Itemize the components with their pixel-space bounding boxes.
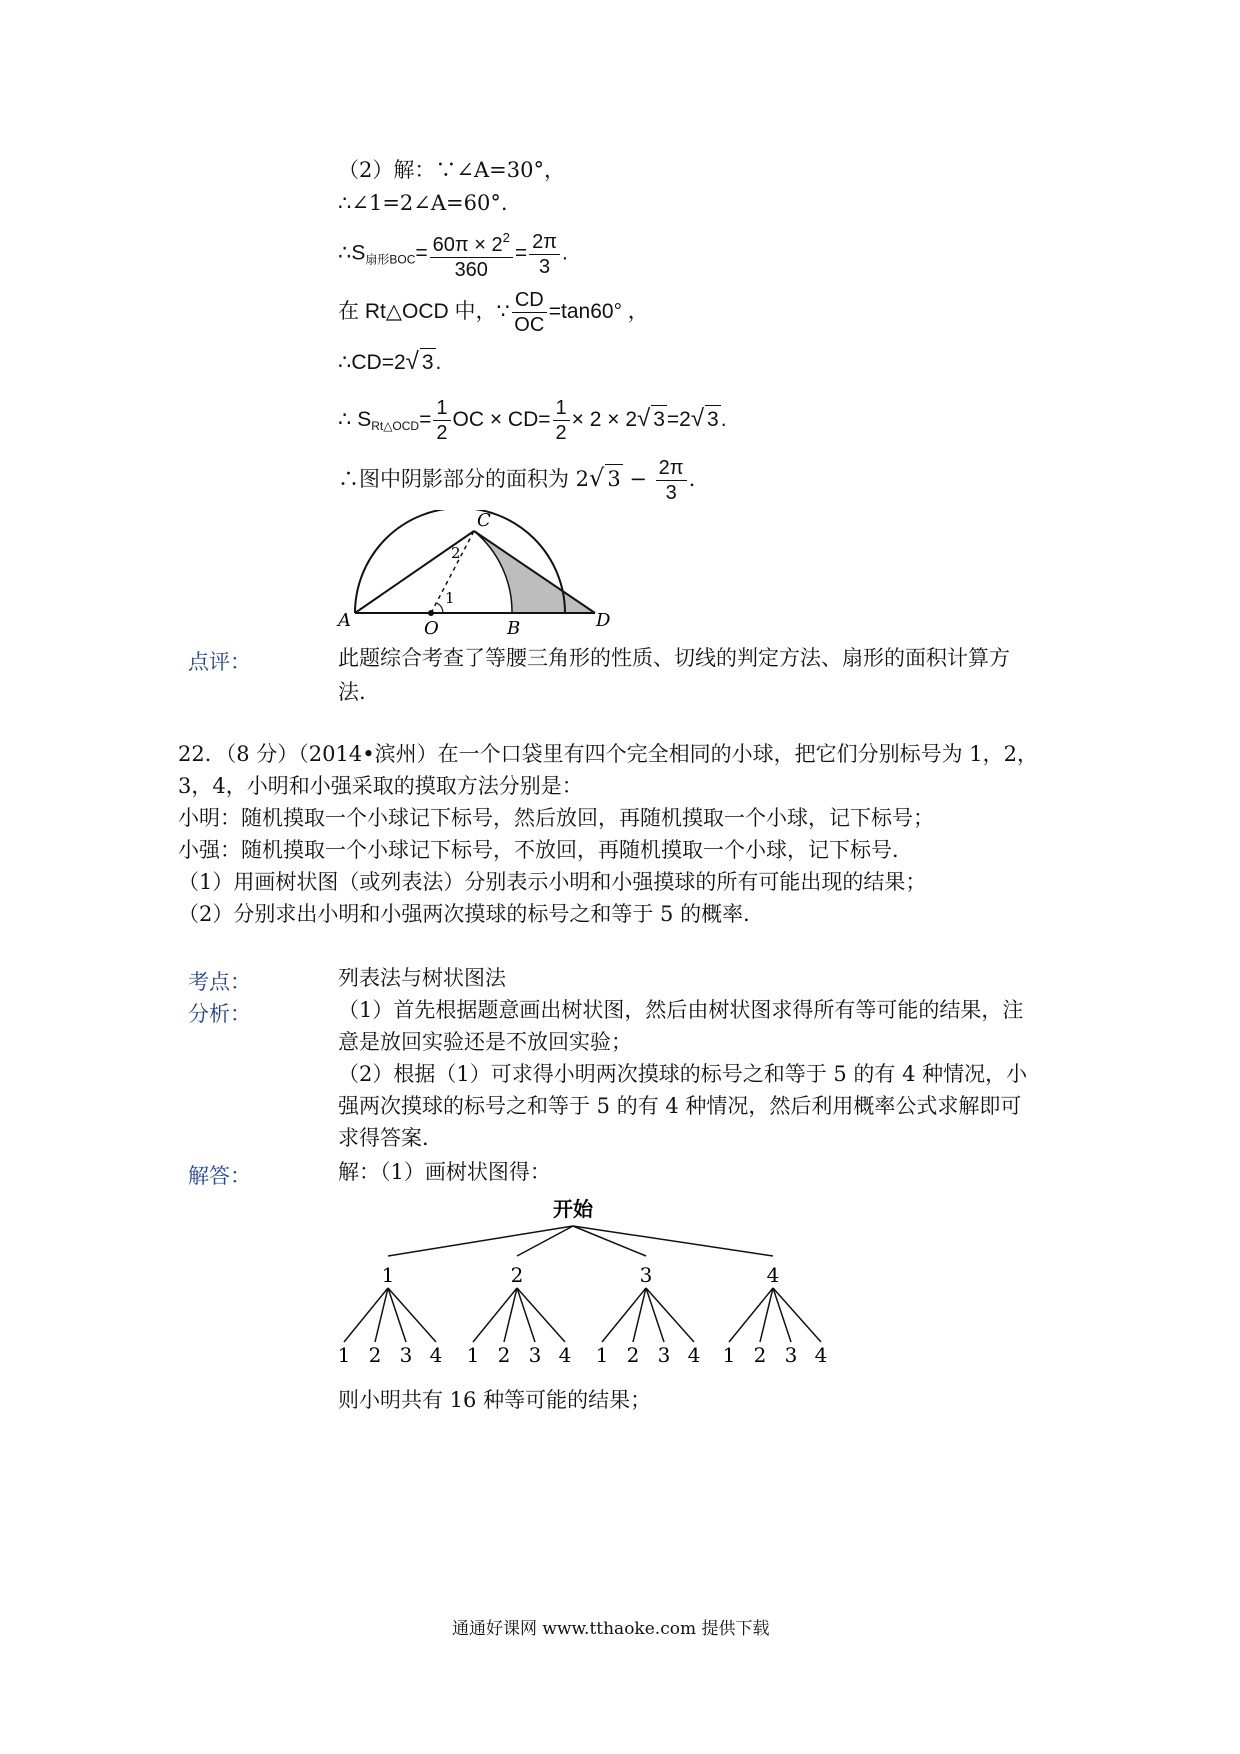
tree-level2-label-4-4: 4 [814, 1343, 828, 1367]
shade-minus: − [622, 467, 654, 491]
half-fraction-1 [433, 396, 450, 445]
area-mid: OC × CD= [452, 408, 551, 432]
comment-text-1: 此题综合考查了等腰三角形的性质、切线的判定方法、扇形的面积计算方 [338, 646, 1010, 670]
tree-branch-2-4 [517, 1288, 565, 1342]
tree-level2-label-2-1: 1 [466, 1343, 480, 1367]
tree-branch-root-3 [573, 1226, 646, 1256]
area-eq: = [419, 408, 432, 432]
tree-branch-1-3 [388, 1288, 406, 1342]
tree-level2-label-1-1: 1 [337, 1343, 351, 1367]
area-root-1: 3 [651, 405, 667, 434]
jieda-label: 解答： [188, 1164, 251, 1188]
area-root-2: 3 [705, 405, 721, 434]
area-mid2: × 2 × 2 [571, 408, 638, 432]
tree-level2-label-4-3: 3 [784, 1343, 798, 1367]
shade-num: 2π [656, 456, 687, 481]
comment-text-2: 法. [338, 680, 366, 704]
fenxi-text-1: （1）首先根据题意画出树状图，然后由树状图求得所有等可能的结果，注 [338, 998, 1024, 1022]
area-end: . [720, 408, 727, 432]
half-fraction-2 [553, 396, 570, 445]
rt-fraction [512, 288, 547, 337]
tree-level2-label-3-3: 3 [657, 1343, 671, 1367]
solution-line-1: （2）解：∵∠A=30°， [338, 158, 565, 182]
cd-prefix: ∴CD=2 [338, 351, 406, 374]
shade-root: 3 [605, 464, 622, 493]
comment-label: 点评： [188, 650, 251, 674]
sqrt-symbol: √ [589, 464, 605, 492]
fenxi-text-4: 强两次摸球的标号之和等于 5 的有 4 种情况，然后利用概率公式求解即可 [338, 1094, 1022, 1118]
cd-line [338, 348, 441, 377]
half-den-2: 2 [555, 422, 567, 444]
semicircle-figure [330, 510, 630, 635]
tree-level1-label-3: 3 [639, 1263, 653, 1287]
cd-root: 3 [420, 348, 436, 377]
half-num-2: 1 [553, 396, 570, 421]
tree-branch-3-3 [646, 1288, 664, 1342]
tree-branch-4-4 [773, 1288, 821, 1342]
rt-denominator: OC [514, 314, 545, 336]
rt-suffix: =tan60° ， [548, 300, 649, 324]
tree-level1-label-2: 2 [510, 1263, 524, 1287]
problem-22-line-2: 3，4，小明和小强采取的摸取方法分别是： [178, 774, 583, 798]
solution-line-2: ∴∠1=2∠A=60°. [338, 191, 508, 215]
fenxi-text-5: 求得答案． [338, 1126, 443, 1150]
sector-fraction [430, 226, 513, 282]
tree-level2-label-3-4: 4 [687, 1343, 701, 1367]
sector-area-equation [338, 226, 568, 282]
sector-end: . [562, 241, 568, 265]
cd-end: . [435, 351, 442, 374]
tree-level2-label-3-2: 2 [626, 1343, 640, 1367]
shade-prefix: ∴图中阴影部分的面积为 2 [338, 467, 590, 491]
tree-level1-label-4: 4 [766, 1263, 780, 1287]
sector-denominator: 360 [454, 259, 488, 281]
area-ocd-line [338, 396, 727, 445]
kaodian-label: 考点： [188, 970, 251, 994]
tree-level1-label-1: 1 [381, 1263, 395, 1287]
tree-level2-label-1-2: 2 [368, 1343, 382, 1367]
tree-branch-root-4 [573, 1226, 773, 1256]
tree-branch-3-4 [646, 1288, 694, 1342]
shade-den: 3 [665, 482, 677, 504]
tree-level2-label-1-3: 3 [399, 1343, 413, 1367]
problem-22-line-6: （2）分别求出小明和小强两次摸球的标号之和等于 5 的概率． [178, 902, 765, 926]
tree-level2-label-2-2: 2 [497, 1343, 511, 1367]
conclusion-text: 则小明共有 16 种等可能的结果； [338, 1388, 652, 1412]
sector-eq2: = [514, 241, 528, 265]
half-num-1: 1 [433, 396, 450, 421]
problem-22-line-3: 小明：随机摸取一个小球记下标号，然后放回，再随机摸取一个小球，记下标号； [178, 806, 934, 830]
page-footer: 通通好课网 www.tthaoke.com 提供下载 [452, 1619, 770, 1639]
label-angle-2: 2 [451, 544, 461, 562]
rt-numerator: CD [512, 288, 547, 313]
problem-22-line-4: 小强：随机摸取一个小球记下标号，不放回，再随机摸取一个小球，记下标号． [178, 838, 913, 862]
area-subscript: Rt△OCD [371, 419, 420, 434]
sqrt-symbol: √ [690, 405, 705, 433]
fenxi-text-3: （2）根据（1）可求得小明两次摸球的标号之和等于 5 的有 4 种情况，小 [338, 1062, 1028, 1086]
area-prefix: ∴ S [338, 408, 372, 432]
tree-branch-4-3 [773, 1288, 791, 1342]
tree-level2-label-3-1: 1 [595, 1343, 609, 1367]
kaodian-text: 列表法与树状图法 [338, 966, 506, 990]
sector-eq: = [415, 241, 428, 265]
sector-prefix: ∴S [338, 241, 366, 265]
tree-level2-label-2-3: 3 [528, 1343, 542, 1367]
label-a: A [338, 610, 351, 631]
fenxi-label: 分析： [188, 1002, 251, 1026]
problem-22-line-5: （1）用画树状图（或列表法）分别表示小明和小强摸球的所有可能出现的结果； [178, 870, 927, 894]
sector-subscript: 扇形BOC [365, 252, 416, 267]
problem-22-line-1: 22．（8 分）（2014•滨州）在一个口袋里有四个完全相同的小球，把它们分别标号为 1，2， [178, 742, 1038, 766]
jieda-text: 解：（1）画树状图得： [338, 1160, 551, 1184]
label-d: D [596, 610, 611, 631]
tree-level2-label-4-2: 2 [753, 1343, 767, 1367]
sector-result-den: 3 [539, 255, 551, 278]
label-b: B [507, 618, 521, 635]
tree-level2-label-2-4: 4 [558, 1343, 572, 1367]
sqrt-symbol: √ [637, 405, 651, 433]
tree-branch-1-4 [388, 1288, 436, 1342]
sector-numerator: 60π × 2 [432, 234, 503, 256]
label-angle-1: 1 [445, 589, 455, 607]
sector-result-fraction [529, 230, 560, 279]
fenxi-text-2: 意是放回实验还是不放回实验； [338, 1030, 632, 1054]
angle-1-arc [437, 603, 443, 613]
shade-fraction [656, 456, 687, 505]
area-eq2: =2 [666, 408, 691, 432]
shaded-area-line [338, 456, 695, 505]
label-c: C [477, 510, 491, 531]
point-o [428, 610, 434, 616]
sector-exponent: 2 [502, 230, 510, 245]
rt-triangle-line [338, 288, 649, 337]
label-o: O [424, 618, 439, 635]
shade-end: . [688, 467, 696, 491]
tree-branch-2-3 [517, 1288, 535, 1342]
sector-result-num: 2π [529, 230, 560, 255]
tree-root-label: 开始 [553, 1197, 593, 1221]
tree-diagram [330, 1196, 830, 1376]
half-den-1: 2 [436, 422, 448, 444]
tree-level2-label-1-4: 4 [429, 1343, 443, 1367]
sqrt-symbol: √ [405, 348, 419, 375]
tree-level2-label-4-1: 1 [722, 1343, 736, 1367]
rt-prefix: 在 Rt△OCD 中，∵ [338, 300, 510, 324]
